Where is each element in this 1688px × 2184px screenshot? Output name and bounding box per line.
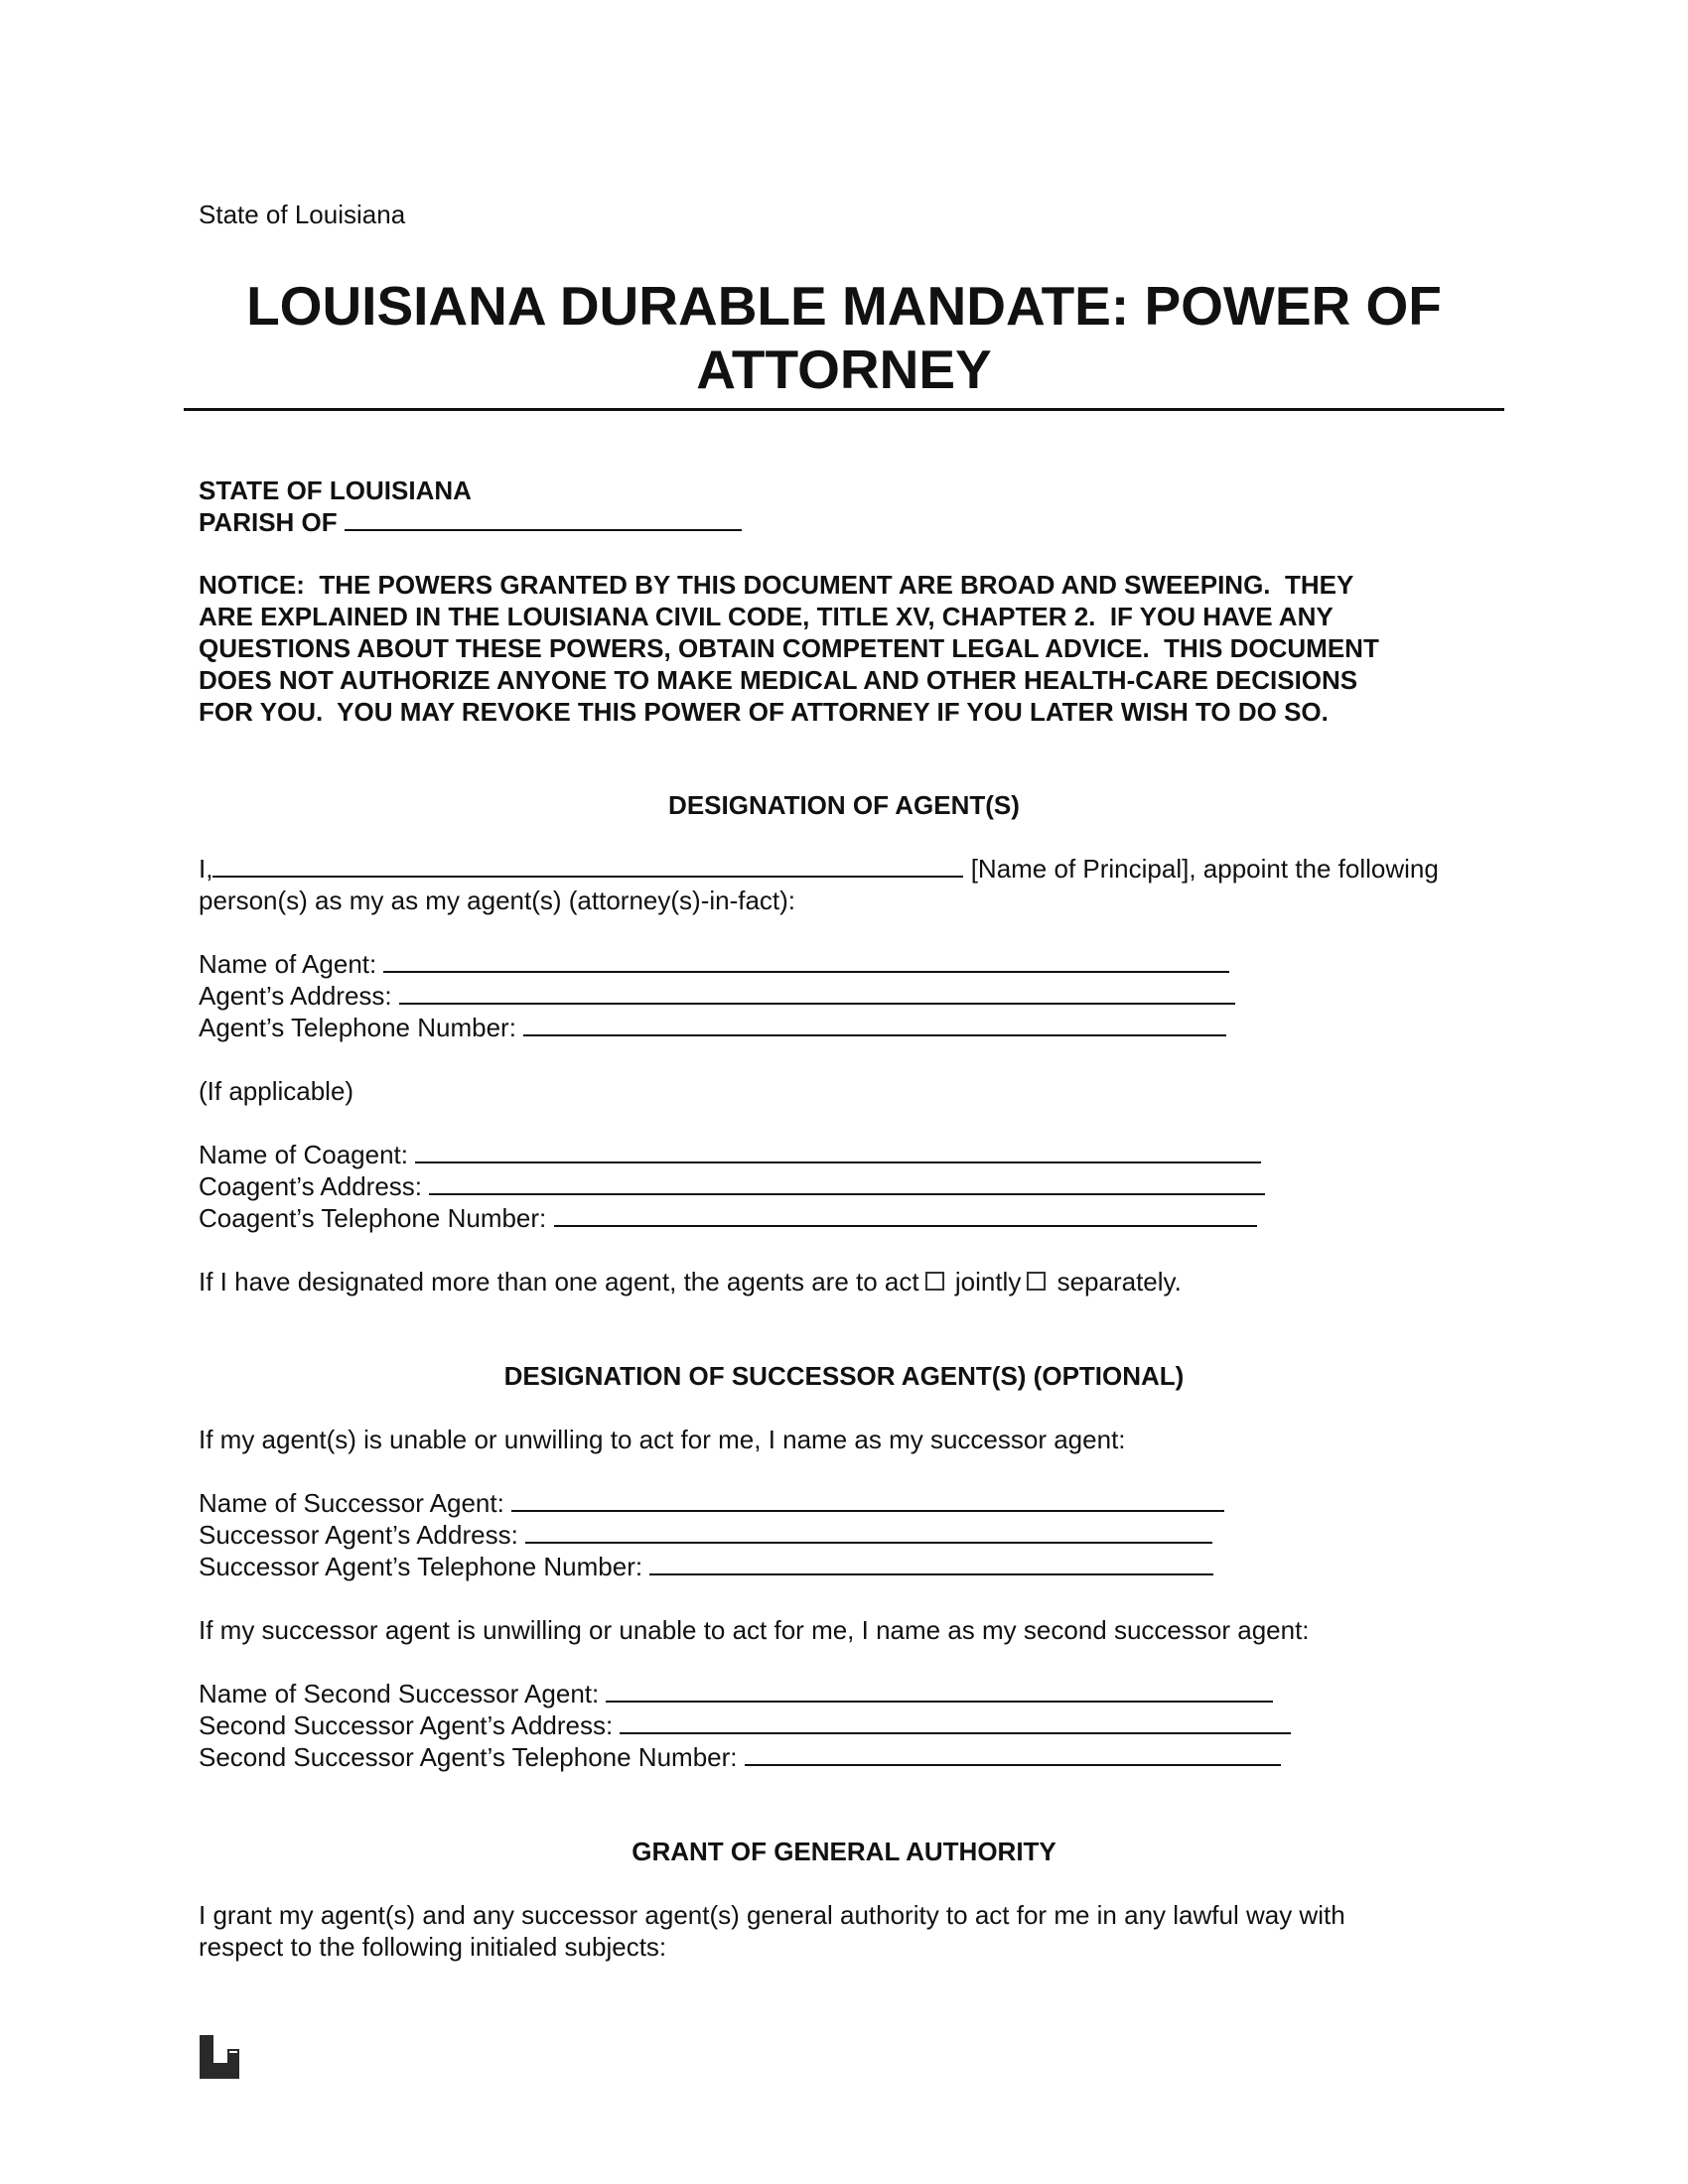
principal-suffix: [Name of Principal], appoint the following [970, 854, 1439, 884]
designation-heading: DESIGNATION OF AGENT(S) [668, 790, 1020, 820]
grant-line-2: respect to the following initialed subjects: [199, 1932, 667, 1962]
principal-name-blank[interactable] [212, 854, 963, 878]
coagent-phone-blank[interactable] [554, 1203, 1257, 1227]
second-successor-phone-blank[interactable] [745, 1742, 1281, 1766]
agent-address-blank[interactable] [399, 981, 1235, 1005]
separately-label: separately. [1056, 1267, 1182, 1297]
notice-line-5: FOR YOU. YOU MAY REVOKE THIS POWER OF ATTORNEY IF YOU LATER WISH TO DO SO. [199, 697, 1329, 727]
notice-line-2: ARE EXPLAINED IN THE LOUISIANA CIVIL CODE, TITLE XV, CHAPTER 2. IF YOU HAVE ANY [199, 602, 1334, 631]
separately-checkbox[interactable] [1027, 1272, 1046, 1291]
successor-phone-row [199, 1551, 1213, 1582]
venue-state: STATE OF LOUISIANA [199, 476, 472, 505]
agent-phone-blank[interactable] [523, 1013, 1226, 1036]
second-successor-address-label: Second Successor Agent’s Address: [199, 1710, 614, 1740]
coagent-name-blank[interactable] [415, 1140, 1261, 1163]
successor-heading: DESIGNATION OF SUCCESSOR AGENT(S) (OPTIONAL) [503, 1361, 1185, 1391]
second-successor-phone-label: Second Successor Agent’s Telephone Number: [199, 1742, 738, 1772]
successor-intro: If my agent(s) is unable or unwilling to act for me, I name as my successor agent: [199, 1425, 1126, 1454]
coagent-name-row [199, 1139, 1261, 1170]
document-title-line-2: ATTORNEY [696, 339, 992, 400]
second-successor-address-blank[interactable] [620, 1710, 1291, 1734]
successor-address-row [199, 1519, 1212, 1551]
parish-label: PARISH OF [199, 507, 338, 537]
second-successor-name-blank[interactable] [606, 1679, 1273, 1703]
successor-address-blank[interactable] [525, 1520, 1212, 1544]
successor-phone-blank[interactable] [649, 1552, 1213, 1575]
agent-name-row [199, 948, 1229, 980]
principal-prefix: I, [199, 854, 213, 884]
principal-line-2: person(s) as my as my agent(s) (attorney(s)-in-fact): [199, 886, 796, 915]
parish-blank[interactable] [345, 507, 742, 531]
successor-name-label: Name of Successor Agent: [199, 1488, 504, 1518]
notice-line-3: QUESTIONS ABOUT THESE POWERS, OBTAIN COMPETENT LEGAL ADVICE. THIS DOCUMENT [199, 633, 1379, 663]
coagent-address-label: Coagent’s Address: [199, 1171, 422, 1201]
agent-phone-row [199, 1012, 1226, 1043]
act-text: If I have designated more than one agent, the agents are to act [199, 1267, 919, 1297]
document-logo-icon [200, 2035, 239, 2079]
notice-line-4: DOES NOT AUTHORIZE ANYONE TO MAKE MEDICAL AND OTHER HEALTH-CARE DECISIONS [199, 665, 1358, 695]
agent-name-label: Name of Agent: [199, 949, 377, 979]
agent-address-label: Agent’s Address: [199, 981, 392, 1011]
if-applicable-note: (If applicable) [199, 1076, 354, 1106]
second-successor-intro: If my successor agent is unwilling or unable to act for me, I name as my second successor agent: [199, 1615, 1310, 1645]
state-header: State of Louisiana [199, 200, 406, 229]
document-title-line-1: LOUISIANA DURABLE MANDATE: POWER OF [246, 275, 1442, 337]
successor-phone-label: Successor Agent’s Telephone Number: [199, 1552, 643, 1581]
venue-parish [199, 506, 742, 538]
successor-name-row [199, 1487, 1224, 1519]
coagent-phone-label: Coagent’s Telephone Number: [199, 1203, 547, 1233]
successor-address-label: Successor Agent’s Address: [199, 1520, 518, 1550]
act-jointly-separately-row [199, 1266, 1182, 1297]
principal-line [199, 853, 1439, 885]
second-successor-name-label: Name of Second Successor Agent: [199, 1679, 600, 1708]
coagent-name-label: Name of Coagent: [199, 1140, 409, 1169]
coagent-address-blank[interactable] [429, 1171, 1265, 1195]
second-successor-name-row [199, 1678, 1273, 1709]
grant-heading: GRANT OF GENERAL AUTHORITY [632, 1837, 1056, 1866]
jointly-checkbox[interactable] [925, 1272, 944, 1291]
agent-address-row [199, 980, 1235, 1012]
second-successor-phone-row [199, 1741, 1281, 1773]
agent-phone-label: Agent’s Telephone Number: [199, 1013, 516, 1042]
successor-name-blank[interactable] [511, 1488, 1224, 1512]
notice-line-1: NOTICE: THE POWERS GRANTED BY THIS DOCUMENT ARE BROAD AND SWEEPING. THEY [199, 570, 1354, 600]
grant-line-1: I grant my agent(s) and any successor agent(s) general authority to act for me in any lawful way with [199, 1900, 1345, 1930]
jointly-label: jointly [954, 1267, 1022, 1297]
second-successor-address-row [199, 1709, 1291, 1741]
coagent-address-row [199, 1170, 1265, 1202]
title-divider [184, 408, 1504, 411]
agent-name-blank[interactable] [383, 949, 1229, 973]
coagent-phone-row [199, 1202, 1257, 1234]
